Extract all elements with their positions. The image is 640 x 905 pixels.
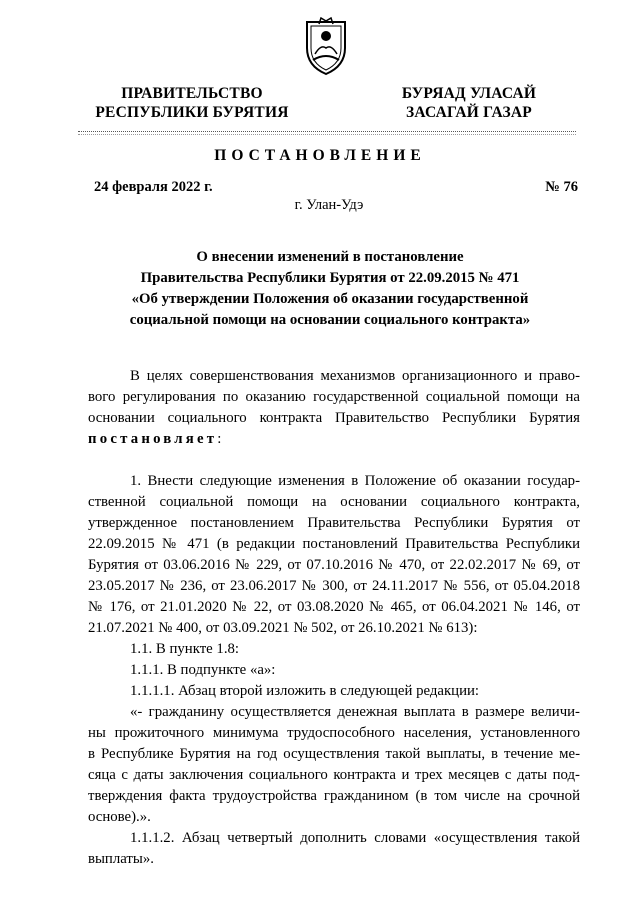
government-name-russian: [92, 84, 292, 122]
quote-line: сяца с даты заключения социального контракта и трех месяцев с даты под-: [88, 767, 580, 783]
body-line: В целях совершенствования механизмов организационного и право-: [130, 368, 580, 384]
body-line: основании социального контракта Правительство Республики Бурятия: [88, 410, 580, 426]
quote-line: основе).».: [88, 809, 151, 825]
decree-colon: :: [217, 431, 222, 447]
document-body: [88, 366, 580, 870]
quote-line: тверждения факта трудоустройства гражданином (в том числе на срочной: [88, 788, 580, 804]
org-ru-line-2: РЕСПУБЛИКИ БУРЯТИЯ: [95, 104, 289, 121]
title-line: О внесении изменений в постановление: [196, 249, 464, 265]
item-1-1-1-1: 1.1.1.1. Абзац второй изложить в следующей редакции:: [130, 683, 480, 699]
header-divider: [78, 131, 576, 135]
body-line: 21.07.2021 № 400, от 03.09.2021 № 502, от 26.10.2021 № 613):: [88, 620, 478, 636]
org-bua-line-1: БУРЯАД УЛАСАЙ: [401, 85, 537, 102]
quote-line: «- гражданину осуществляется денежная выплата в размере величи-: [130, 704, 580, 720]
document-title: [60, 247, 600, 331]
body-line: вого регулирования по оказанию государственной социальной помощи на: [88, 389, 580, 405]
document-city: г. Улан-Удэ: [294, 197, 364, 213]
body-line: утвержденное постановлением Правительства Республики Бурятия от: [88, 515, 580, 531]
item-1-1: 1.1. В пункте 1.8:: [130, 641, 240, 657]
body-line: 1. Внести следующие изменения в Положение об оказании государ-: [130, 473, 580, 489]
body-line: 23.05.2017 № 236, от 23.06.2017 № 300, от 24.11.2017 № 556, от 05.04.2018: [88, 578, 580, 594]
document-type-heading: ПОСТАНОВЛЕНИЕ: [214, 147, 426, 164]
document-number: № 76: [545, 179, 578, 195]
org-bua-line-2: ЗАСАГАЙ ГАЗАР: [406, 104, 532, 121]
coat-of-arms-emblem: [301, 14, 351, 76]
body-line: Бурятия от 03.06.2016 № 229, от 07.10.2016 № 470, от 22.02.2017 № 69, от: [88, 557, 580, 573]
item-1-1-1-2: 1.1.1.2. Абзац четвертый дополнить словами «осуществления такой: [130, 830, 580, 846]
body-line: ственной социальной помощи на основании социального контракта,: [88, 494, 580, 510]
decree-word: постановляет: [88, 431, 218, 447]
org-ru-line-1: ПРАВИТЕЛЬСТВО: [121, 85, 263, 102]
paragraph-gap: [88, 450, 580, 471]
document-date: 24 февраля 2022 г.: [94, 179, 213, 195]
title-line: «Об утверждении Положения об оказании государственной: [131, 291, 529, 307]
title-line: социальной помощи на основании социального контракта»: [129, 312, 531, 328]
government-name-buryat: [384, 84, 554, 122]
body-line: № 176, от 21.01.2020 № 22, от 03.08.2020 № 465, от 06.04.2021 № 146, от: [88, 599, 580, 615]
decree-line: [88, 429, 580, 450]
body-line: 22.09.2015 № 471 (в редакции постановлений Правительства Республики: [88, 536, 580, 552]
item-1-1-1: 1.1.1. В подпункте «а»:: [130, 662, 276, 678]
quote-line: в Республике Бурятия на год осуществления такой выплаты, в течение ме-: [88, 746, 580, 762]
item-1-1-1-2-end: выплаты».: [88, 851, 154, 867]
title-line: Правительства Республики Бурятия от 22.09.2015 № 471: [140, 270, 520, 286]
quote-line: ны прожиточного минимума трудоспособного населения, установленного: [88, 725, 580, 741]
